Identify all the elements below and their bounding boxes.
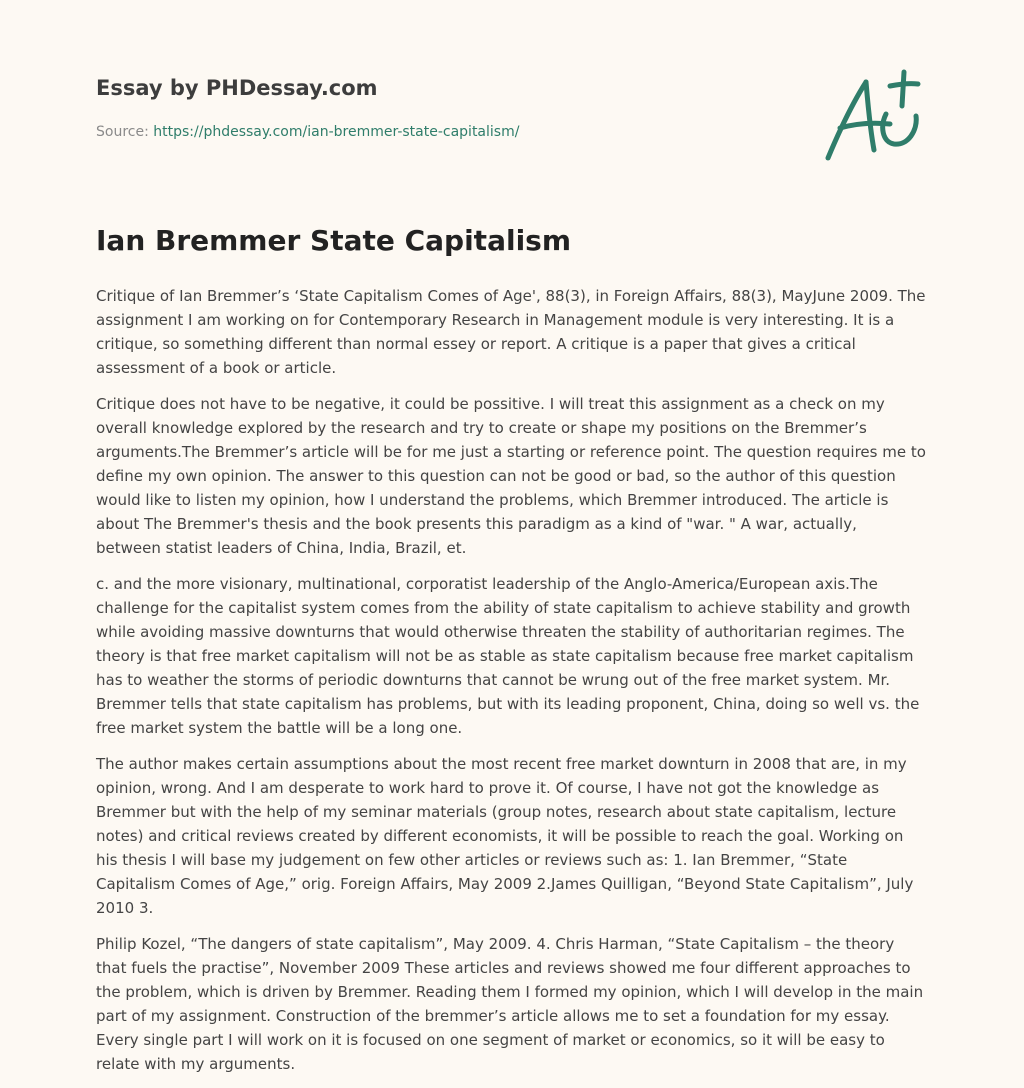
- site-title: Essay by PHDessay.com: [96, 76, 378, 100]
- source-link[interactable]: https://phdessay.com/ian-bremmer-state-capitalism/: [153, 124, 520, 140]
- page-header: [96, 0, 926, 200]
- essay-paragraph: Philip Kozel, “The dangers of state capitalism”, May 2009. 4. Chris Harman, “State Capitalism – the theory that fuels the practise”, November 2009 These articles and reviews showed me four different approaches to the problem, which is driven by Bremmer. Reading them I formed my opinion, which I will develop in the main part of my assignment. Construction of the bremmer’s article allows me to set a foundation for my essay. Every single part I will work on it is focused on one segment of market or economics, so it will be easy to relate with my arguments.: [96, 935, 924, 1073]
- essay-page: [96, 0, 926, 1073]
- essay-title: Ian Bremmer State Capitalism: [96, 224, 572, 257]
- essay-paragraph: The author makes certain assumptions about the most recent free market downturn in 2008 that are, in my opinion, wrong. And I am desperate to work hard to prove it. Of course, I have not got the knowledge as Bremmer but with the help of my seminar materials (group notes, research about state capitalism, lecture notes) and critical reviews created by different economists, it will be possible to reach the goal. Working on his thesis I will base my judgement on few other articles or reviews such as: 1. Ian Bremmer, “State Capitalism Comes of Age,” orig. Foreign Affairs, May 2009 2.James Quilligan, “Beyond State Capitalism”, July 2010 3.: [96, 755, 914, 917]
- source-line: [96, 124, 519, 140]
- a-plus-grade-icon: [820, 66, 930, 166]
- source-label: Source:: [96, 124, 154, 140]
- essay-paragraph: c. and the more visionary, multinational, corporatist leadership of the Anglo-America/European axis.The challenge for the capitalist system comes from the ability of state capitalism to achieve stability and growth while avoiding massive downturns that would otherwise threaten the stability of authoritarian regimes. The theory is that free market capitalism will not be as stable as state capitalism because free market capitalism has to weather the storms of periodic downturns that cannot be wrung out of the free market system. Mr. Bremmer tells that state capitalism has problems, but with its leading proponent, China, doing so well vs. the free market system the battle will be a long one.: [96, 575, 920, 737]
- essay-paragraph: Critique does not have to be negative, it could be possitive. I will treat this assignment as a check on my overall knowledge explored by the research and try to create or shape my positions on the Bremmer’s arguments.The Bremmer’s article will be for me just a starting or reference point. The question requires me to define my own opinion. The answer to this question can not be good or bad, so the author of this question would like to listen my opinion, how I understand the problems, which Bremmer introduced. The article is about The Bremmer's thesis and the book presents this paradigm as a kind of "war. " A war, actually, between statist leaders of China, India, Brazil, et.: [96, 395, 926, 557]
- essay-paragraph: Critique of Ian Bremmer’s ‘State Capitalism Comes of Age', 88(3), in Foreign Affairs, 88(3), MayJune 2009. The assignment I am working on for Contemporary Research in Management module is very interesting. It is a critique, so something different than normal essey or report. A critique is a paper that gives a critical assessment of a book or article.: [96, 287, 926, 377]
- essay-body: [96, 284, 926, 1088]
